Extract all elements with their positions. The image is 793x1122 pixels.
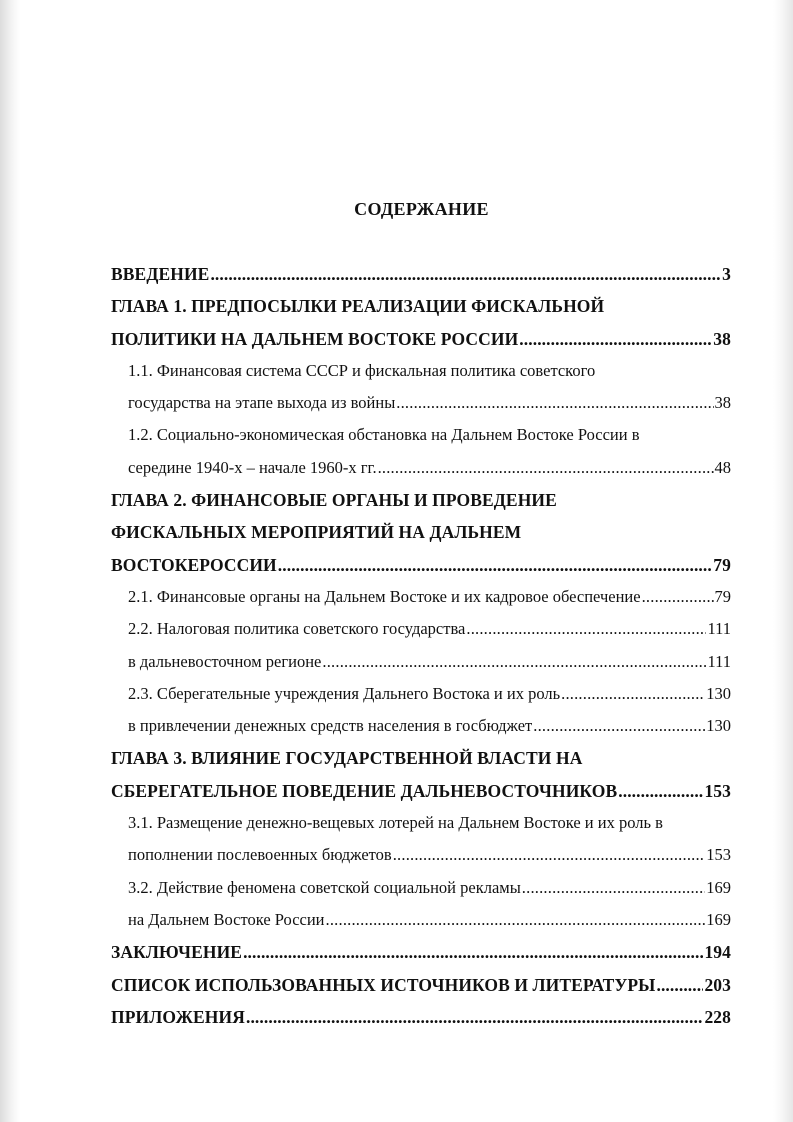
toc-entry-text: ПОЛИТИКИ НА ДАЛЬНЕМ ВОСТОКЕ РОССИИ xyxy=(111,328,519,349)
toc-entry-chapter-3-cont xyxy=(111,775,731,807)
toc-entry-text: государства на этапе выхода из войны xyxy=(128,393,396,413)
toc-entry-section-2-3 xyxy=(111,678,731,710)
toc-entry-section-2-1 xyxy=(111,581,731,613)
toc-entry-text: ЗАКЛЮЧЕНИЕ xyxy=(111,942,243,963)
dot-leader xyxy=(519,323,712,355)
toc-entry-section-1-2 xyxy=(111,419,731,451)
toc-page-number: 111 xyxy=(707,651,731,671)
toc-page-number: 48 xyxy=(714,457,731,477)
toc-entry-text: 2.1. Финансовые органы на Дальнем Востоке и их кадровое обеспечение xyxy=(128,586,641,606)
toc-page-number: 130 xyxy=(706,683,731,703)
toc-page-number: 130 xyxy=(706,716,731,736)
toc-page-number: 153 xyxy=(706,845,731,865)
toc-page-number: 228 xyxy=(704,1006,731,1027)
toc-entry-text: 2.3. Сберегательные учреждения Дальнего Востока и их роль xyxy=(128,683,561,703)
toc-entry-chapter-2-cont xyxy=(111,516,731,548)
toc-entry-text: 3.2. Действие феномена советской социальной рекламы xyxy=(128,877,521,897)
toc-entry-section-1-1-cont xyxy=(111,387,731,419)
dot-leader xyxy=(326,904,706,936)
toc-page-number: 3 xyxy=(722,264,731,284)
dot-leader xyxy=(466,613,706,645)
toc-page-number: 111 xyxy=(707,619,731,639)
dot-leader xyxy=(246,1001,703,1033)
toc-entry-chapter-2 xyxy=(111,484,731,516)
dot-leader xyxy=(322,646,706,678)
toc-entry-section-1-1 xyxy=(111,355,731,387)
dot-leader xyxy=(243,936,703,968)
toc-entry-text: на Дальнем Востоке России xyxy=(128,909,325,929)
dot-leader xyxy=(210,258,721,290)
toc-entry-appendices xyxy=(111,1001,731,1033)
dot-leader xyxy=(522,872,705,904)
dot-leader xyxy=(618,775,703,807)
toc-entry-text: середине 1940-х – начале 1960-х гг. xyxy=(128,457,377,477)
toc-entry-section-3-2-cont xyxy=(111,904,731,936)
toc-entry-section-3-1-cont xyxy=(111,839,731,871)
toc-entry-text: ГЛАВА 2. ФИНАНСОВЫЕ ОРГАНЫ И ПРОВЕДЕНИЕ xyxy=(111,490,557,511)
toc-entry-conclusion xyxy=(111,936,731,968)
toc-entry-chapter-1 xyxy=(111,290,731,322)
toc-page-number: 169 xyxy=(706,909,731,929)
toc-entry-introduction xyxy=(111,258,731,290)
toc-entry-text: ГЛАВА 1. ПРЕДПОСЫЛКИ РЕАЛИЗАЦИИ ФИСКАЛЬНОЙ xyxy=(111,296,605,317)
toc-entry-section-3-1 xyxy=(111,807,731,839)
toc-entry-text: в дальневосточном регионе xyxy=(128,651,322,671)
toc-entry-section-2-2-cont xyxy=(111,646,731,678)
toc-entry-text: 3.1. Размещение денежно-вещевых лотерей на Дальнем Востоке и их роль в xyxy=(128,813,663,833)
scan-edge-right xyxy=(773,0,793,1122)
toc-entry-section-1-2-cont xyxy=(111,452,731,484)
dot-leader xyxy=(396,387,713,419)
toc-page-number: 38 xyxy=(713,328,731,349)
toc-entry-text: СБЕРЕГАТЕЛЬНОЕ ПОВЕДЕНИЕ ДАЛЬНЕВОСТОЧНИКОВ xyxy=(111,780,618,801)
scan-edge-left xyxy=(0,0,20,1122)
toc-entry-section-2-2 xyxy=(111,613,731,645)
toc-entry-text: СПИСОК ИСПОЛЬЗОВАННЫХ ИСТОЧНИКОВ И ЛИТЕРАТУРЫ xyxy=(111,974,656,995)
toc-page-number: 194 xyxy=(704,942,731,963)
dot-leader xyxy=(378,452,714,484)
dot-leader xyxy=(393,839,706,871)
page-title: СОДЕРЖАНИЕ xyxy=(354,199,489,219)
toc-entry-text: ВВЕДЕНИЕ xyxy=(111,264,210,284)
toc-entry-bibliography xyxy=(111,969,731,1001)
toc-entry-section-3-2 xyxy=(111,872,731,904)
toc-entry-chapter-1-cont xyxy=(111,323,731,355)
toc-page-number: 79 xyxy=(713,554,731,575)
toc-entry-text: 1.1. Финансовая система СССР и фискальная политика советского xyxy=(128,360,596,380)
toc-page-number: 38 xyxy=(714,393,731,413)
toc-entry-text: 1.2. Социально-экономическая обстановка на Дальнем Востоке России в xyxy=(128,425,640,445)
toc-page-number: 153 xyxy=(704,780,731,801)
toc-entry-text: в привлечении денежных средств населения в госбюджет xyxy=(128,716,533,736)
toc-entry-text: ВОСТОКЕРОССИИ xyxy=(111,554,277,575)
dot-leader xyxy=(656,969,703,1001)
toc-entry-chapter-2-end xyxy=(111,549,731,581)
toc-entry-text: ГЛАВА 3. ВЛИЯНИЕ ГОСУДАРСТВЕННОЙ ВЛАСТИ НА xyxy=(111,748,583,769)
toc-entry-text: ПРИЛОЖЕНИЯ xyxy=(111,1006,245,1027)
toc-entry-text: ФИСКАЛЬНЫХ МЕРОПРИЯТИЙ НА ДАЛЬНЕМ xyxy=(111,522,522,543)
toc-entry-text: пополнении послевоенных бюджетов xyxy=(128,845,392,865)
dot-leader xyxy=(561,678,705,710)
toc-entry-chapter-3 xyxy=(111,742,731,774)
toc-page-number: 169 xyxy=(706,877,731,897)
toc-entry-section-2-3-cont xyxy=(111,710,731,742)
dot-leader xyxy=(533,710,705,742)
toc-page-number: 79 xyxy=(714,586,731,606)
toc-page-number: 203 xyxy=(704,974,731,995)
table-of-contents xyxy=(111,258,731,1033)
dot-leader xyxy=(642,581,714,613)
dot-leader xyxy=(278,549,713,581)
toc-entry-text: 2.2. Налоговая политика советского государства xyxy=(128,619,466,639)
